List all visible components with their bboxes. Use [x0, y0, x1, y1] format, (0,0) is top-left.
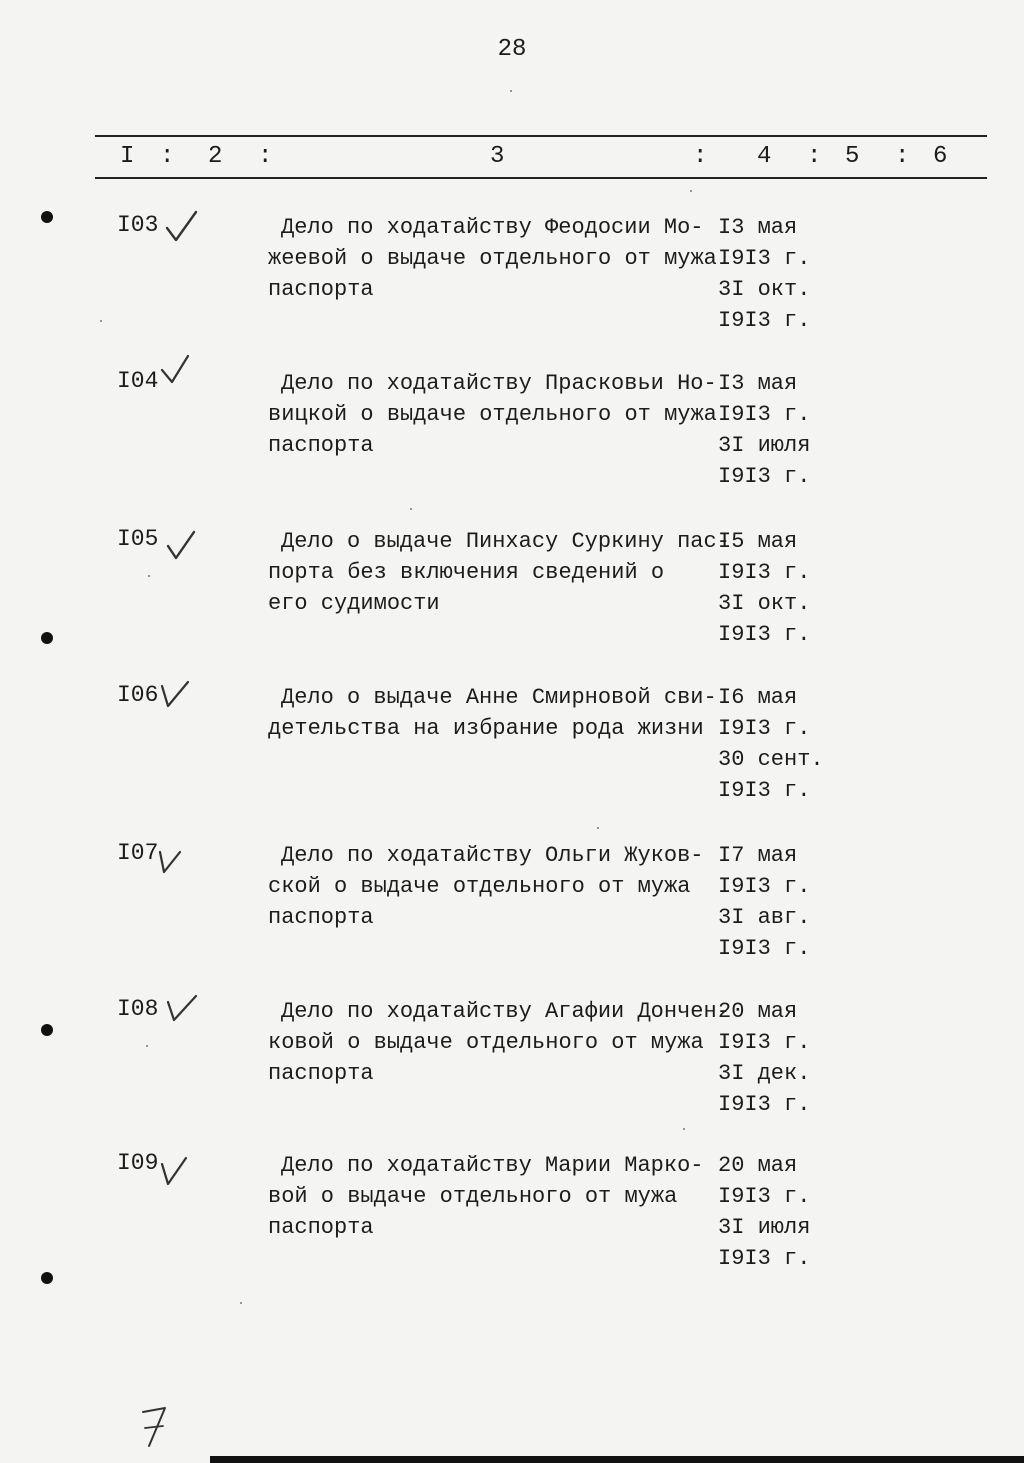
description-line: детельства на избрание рода жизни — [268, 716, 704, 741]
description-line: Дело по ходатайству Агафии Дончен- — [281, 999, 730, 1024]
date-line: I9I3 г. — [718, 874, 811, 899]
column-header-2: 2 — [208, 143, 223, 170]
column-header-5: 5 — [845, 143, 860, 170]
paper-speck — [100, 320, 102, 322]
scan-edge — [210, 1456, 1024, 1463]
case-description — [268, 682, 718, 744]
case-dates — [718, 526, 810, 650]
date-line: I9I3 г. — [718, 1246, 811, 1271]
date-line: I9I3 г. — [718, 560, 811, 585]
paper-speck — [597, 827, 599, 829]
column-header-3: 3 — [490, 143, 505, 170]
checkmark-icon — [156, 676, 196, 716]
column-header-4: 4 — [757, 143, 772, 170]
column-separator: : — [693, 143, 708, 170]
description-line: паспорта — [268, 277, 374, 302]
entry-number: I09 — [117, 1150, 159, 1176]
date-line: I7 мая — [718, 843, 798, 868]
case-dates — [718, 212, 810, 336]
date-line: I6 мая — [718, 685, 798, 710]
case-dates — [718, 996, 810, 1120]
date-line: I9I3 г. — [718, 246, 811, 271]
description-line: его судимости — [268, 591, 440, 616]
header-rule-bottom — [95, 177, 987, 179]
page-number: 28 — [497, 36, 527, 63]
date-line: I9I3 г. — [718, 308, 811, 333]
description-line: вицкой о выдаче отдельного от мужа — [268, 402, 717, 427]
date-line: I5 мая — [718, 529, 798, 554]
entry-number: I08 — [117, 996, 159, 1022]
column-separator: : — [807, 143, 822, 170]
date-line: I9I3 г. — [718, 622, 811, 647]
handwritten-mark-icon — [135, 1400, 175, 1450]
description-line: Дело по ходатайству Феодосии Мо- — [281, 215, 704, 240]
paper-speck — [683, 1128, 685, 1130]
paper-speck — [510, 90, 512, 92]
date-line: 3I окт. — [718, 277, 811, 302]
entry-number: I07 — [117, 840, 159, 866]
checkmark-icon — [162, 524, 202, 564]
date-line: I3 мая — [718, 371, 798, 396]
date-line: I9I3 г. — [718, 716, 811, 741]
description-line: паспорта — [268, 1215, 374, 1240]
date-line: I9I3 г. — [718, 402, 811, 427]
register-entry — [0, 996, 1024, 1146]
description-line: вой о выдаче отдельного от мужа — [268, 1184, 678, 1209]
checkmark-icon — [162, 990, 202, 1030]
date-line: 3I окт. — [718, 591, 811, 616]
checkmark-icon — [158, 352, 198, 392]
paper-speck — [410, 508, 412, 510]
paper-speck — [148, 575, 150, 577]
paper-speck — [690, 190, 692, 192]
entry-number: I06 — [117, 682, 159, 708]
date-line: 3I авг. — [718, 905, 811, 930]
date-line: 20 мая — [718, 999, 798, 1024]
case-dates — [718, 682, 824, 806]
description-line: паспорта — [268, 1061, 374, 1086]
case-description — [268, 1150, 718, 1243]
register-entry — [0, 840, 1024, 990]
paper-speck — [240, 1302, 242, 1304]
description-line: паспорта — [268, 905, 374, 930]
date-line: I9I3 г. — [718, 1184, 811, 1209]
case-dates — [718, 1150, 810, 1274]
column-separator: : — [160, 143, 175, 170]
date-line: 3I дек. — [718, 1061, 811, 1086]
punch-hole-icon — [41, 1272, 53, 1284]
case-description — [268, 212, 718, 305]
header-rule-top — [95, 135, 987, 137]
date-line: I9I3 г. — [718, 936, 811, 961]
punch-hole-icon — [41, 632, 53, 644]
column-separator: : — [895, 143, 910, 170]
register-entry — [0, 368, 1024, 518]
date-line: I3 мая — [718, 215, 798, 240]
date-line: I9I3 г. — [718, 1030, 811, 1055]
date-line: 20 мая — [718, 1153, 798, 1178]
case-description — [268, 526, 730, 619]
column-header-1: I — [120, 143, 135, 170]
checkmark-icon — [152, 842, 192, 882]
case-dates — [718, 840, 810, 964]
description-line: жеевой о выдаче отдельного от мужа — [268, 246, 717, 271]
case-description — [268, 368, 718, 461]
case-dates — [718, 368, 810, 492]
register-entry — [0, 682, 1024, 832]
register-entry — [0, 1150, 1024, 1300]
date-line: I9I3 г. — [718, 778, 811, 803]
date-line: I9I3 г. — [718, 1092, 811, 1117]
punch-hole-icon — [41, 211, 53, 223]
register-entry — [0, 526, 1024, 676]
checkmark-icon — [162, 206, 202, 246]
column-header-6: 6 — [933, 143, 948, 170]
date-line: 3I июля — [718, 433, 811, 458]
description-line: Дело о выдаче Анне Смирновой сви- — [281, 685, 717, 710]
punch-hole-icon — [41, 1024, 53, 1036]
register-entry — [0, 212, 1024, 362]
paper-speck — [146, 1045, 148, 1047]
case-description — [268, 840, 718, 933]
description-line: Дело по ходатайству Прасковьи Но- — [281, 371, 717, 396]
checkmark-icon — [156, 1150, 196, 1190]
description-line: ковой о выдаче отдельного от мужа — [268, 1030, 704, 1055]
description-line: Дело по ходатайству Марии Марко- — [281, 1153, 704, 1178]
description-line: порта без включения сведений о — [268, 560, 665, 585]
description-line: Дело по ходатайству Ольги Жуков- — [281, 843, 704, 868]
case-description — [268, 996, 730, 1089]
date-line: I9I3 г. — [718, 464, 811, 489]
description-line: Дело о выдаче Пинхасу Суркину пас- — [281, 529, 730, 554]
description-line: паспорта — [268, 433, 374, 458]
description-line: ской о выдаче отдельного от мужа — [268, 874, 691, 899]
entry-number: I05 — [117, 526, 159, 552]
column-separator: : — [258, 143, 273, 170]
date-line: 3I июля — [718, 1215, 811, 1240]
entry-number: I03 — [117, 212, 159, 238]
entry-number: I04 — [117, 368, 159, 394]
date-line: 30 сент. — [718, 747, 824, 772]
